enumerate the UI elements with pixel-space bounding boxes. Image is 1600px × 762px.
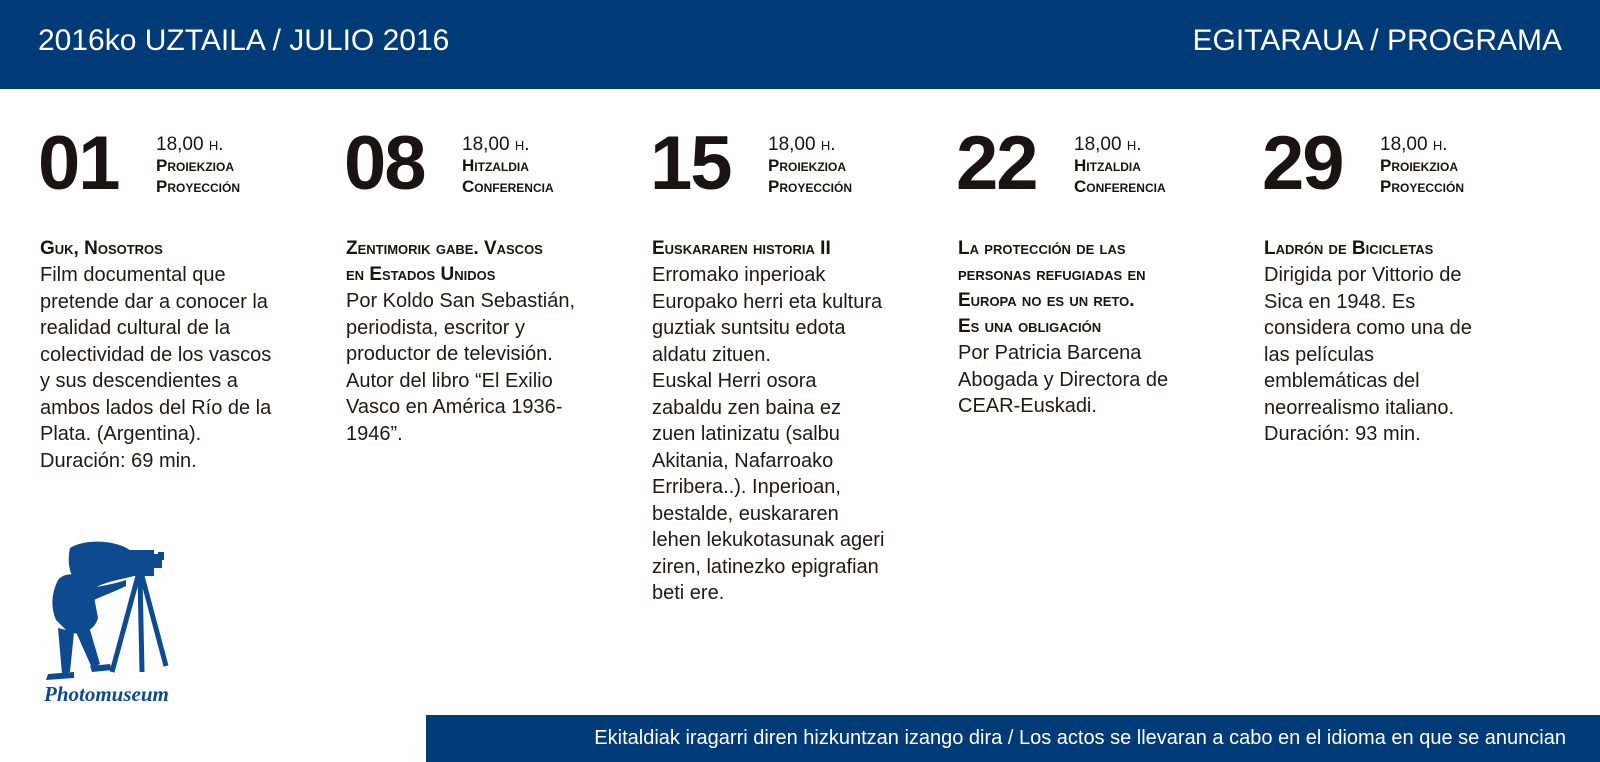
event-description: Por Patricia Barcena Abogada y Directora de CEAR-Euskadi. [958, 342, 1169, 417]
logo-wordmark: Photomuseum [44, 682, 169, 706]
event-body [1264, 236, 1554, 448]
event-body [346, 236, 636, 447]
event-description: Film documental que pretende dar a conocer la realidad cultural de la colectividad de los vascos y sus descendientes a ambos lados del Río de la Plata. (Argentina). Duración: 69 min. [40, 264, 272, 472]
event-type-es: Proyección [768, 177, 853, 196]
event-title: Ladrón de Bicicletas [1264, 238, 1434, 259]
event-time-unit: h. [820, 134, 836, 155]
program-title: EGITARAUA / PROGRAMA [1192, 24, 1562, 57]
event-type-eu: Proiekzioa [1380, 156, 1459, 175]
header-bar [0, 0, 1600, 89]
event-time-unit: h. [208, 134, 224, 155]
event-type-eu: Proiekzioa [768, 156, 847, 175]
event-time-unit: h. [1432, 134, 1448, 155]
event-type-es: Proyección [1380, 177, 1465, 196]
event-type-eu: Hitzaldia [1074, 156, 1141, 175]
event-day: 29 [1262, 121, 1343, 206]
event-meta [462, 134, 554, 197]
event-title: Zentimorik gabe. Vascos en Estados Unidos [346, 238, 543, 285]
event-time-value: 18,00 [768, 134, 816, 155]
event-time-unit: h. [1126, 134, 1142, 155]
date-title: 2016ko UZTAILA / JULIO 2016 [38, 24, 450, 57]
event-day: 01 [38, 121, 119, 206]
event-time [768, 134, 852, 155]
event-type-es: Proyección [156, 177, 241, 196]
event-time-value: 18,00 [1380, 134, 1428, 155]
event-type-eu: Proiekzioa [156, 156, 235, 175]
event-description: Erromako inperioak Europako herri eta kultura guztiak suntsitu edota aldatu zituen. Euskal Herri osora zabaldu zen baina ez zuen latinizatu (salbu Akitania, Nafarroako Erribera..). Inperioan, bestalde, euskararen lehen lekukotasunak ageri ziren, latinezko epigrafian beti ere. [652, 264, 885, 604]
event-type-es: Conferencia [1074, 177, 1166, 196]
event-day: 22 [956, 121, 1037, 206]
event-time [1074, 134, 1166, 155]
event-title: Guk, Nosotros [40, 238, 163, 259]
event-time-value: 18,00 [1074, 134, 1122, 155]
event-time-value: 18,00 [156, 134, 204, 155]
event-day: 15 [650, 121, 731, 206]
event-title: La protección de las personas refugiadas en Europa no es un reto. Es una obligación [958, 238, 1146, 337]
event-day: 08 [344, 121, 425, 206]
event-description: Dirigida por Vittorio de Sica en 1948. Es considera como una de las películas emblemáticas del neorrealismo italiano. Duración: 93 min. [1264, 264, 1472, 445]
event-time-unit: h. [514, 134, 530, 155]
event-body [958, 236, 1248, 420]
event-meta [1380, 134, 1464, 197]
event-type-es: Conferencia [462, 177, 554, 196]
event-time [462, 134, 554, 155]
event-body [40, 236, 330, 474]
event-title: Euskararen historia II [652, 238, 831, 259]
footer-bar [426, 715, 1600, 762]
language-note: Ekitaldiak iragarri diren hizkuntzan izango dira / Los actos se llevaran a cabo en el idioma en que se anuncian [594, 727, 1566, 749]
event-description: Por Koldo San Sebastián, periodista, escritor y productor de televisión. Autor del libro “El Exilio Vasco en América 1936- 1946”. [346, 290, 576, 445]
event-time-value: 18,00 [462, 134, 510, 155]
event-meta [1074, 134, 1166, 197]
event-meta [156, 134, 240, 197]
event-time [156, 134, 240, 155]
event-time [1380, 134, 1464, 155]
event-body [652, 236, 942, 607]
event-meta [768, 134, 852, 197]
event-type-eu: Hitzaldia [462, 156, 529, 175]
